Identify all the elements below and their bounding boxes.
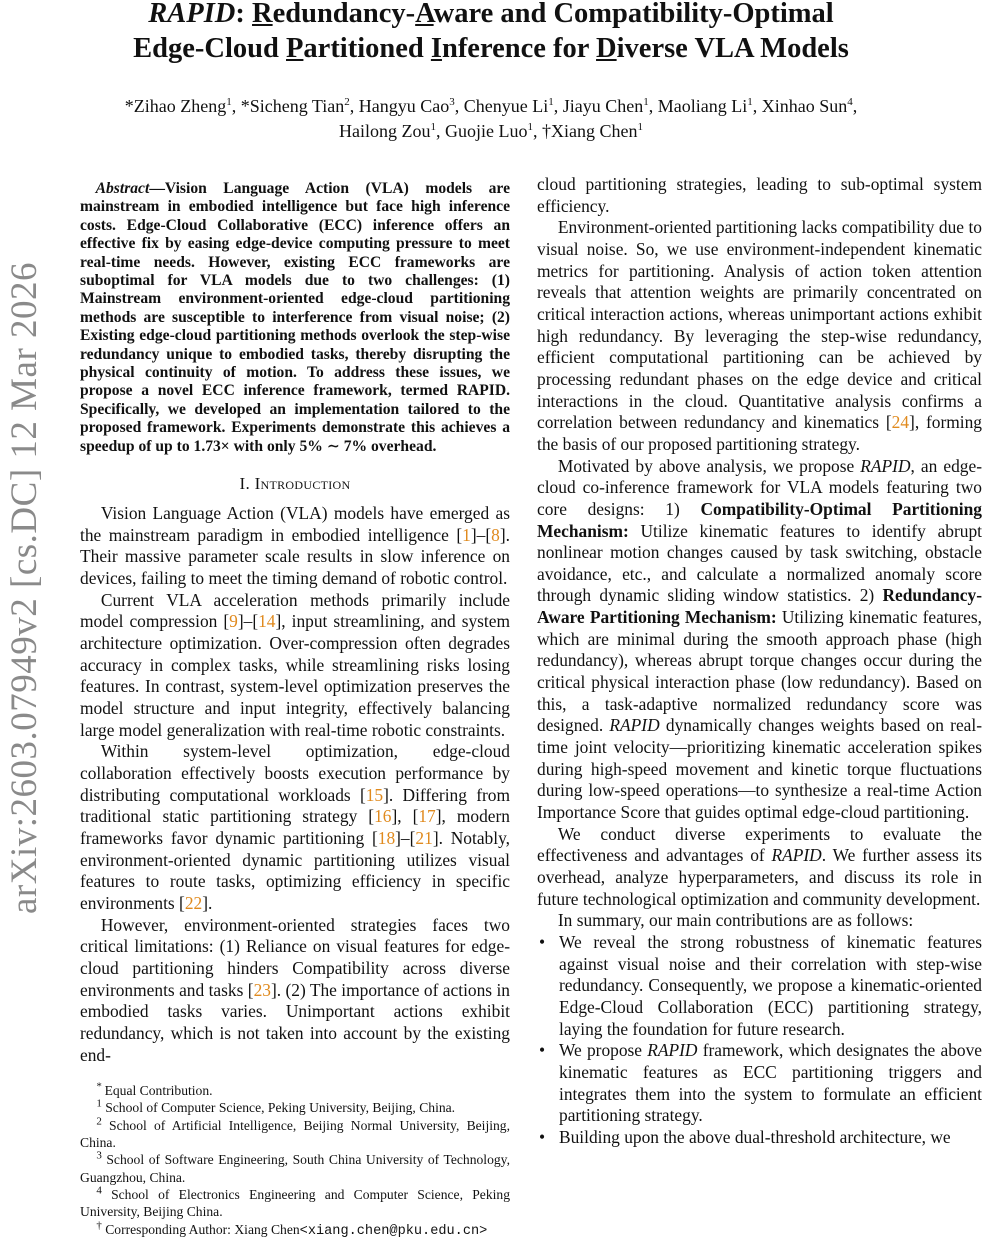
text-run: . We further assess its overhead, analyze hyperparameters, and discuss its role in future technological optimization and community development.	[537, 845, 982, 909]
text-run: , Hangyu Cao	[349, 96, 450, 116]
contribution-item	[537, 932, 982, 1040]
superscript: †	[96, 1219, 102, 1231]
bullet-icon: •	[539, 1040, 546, 1061]
text-run: , Chenyue Li	[454, 96, 549, 116]
text-run: , Guojie Luo	[436, 121, 528, 141]
text-run: , an edge-cloud co-inference framework for VLA models featuring two core designs: 1)	[537, 455, 982, 519]
superscript: 1	[527, 121, 533, 133]
text-run: ]–[	[395, 827, 416, 848]
citation-link[interactable]: 8	[491, 524, 500, 545]
arxiv-stamp: arXiv:2603.07949v2 [cs.DC] 12 Mar 2026	[4, 261, 45, 914]
text-run: Utilizing kinematic features, which are minimal during the smooth approach phase (high redundancy), whereas abrupt torque changes occur during the critical physical interaction phase (low redundancy). Based on this, a task-adaptive normalized redundancy score was designed.	[537, 607, 982, 736]
text-run: ]. Their massive parameter scale results in slow inference on devices, failing to meet the timing demand of robotic control.	[80, 524, 510, 589]
left-column	[80, 180, 510, 1240]
text-run: edundancy-	[272, 0, 416, 29]
text-run: Motivated by above analysis, we propose	[557, 455, 861, 476]
text-run: Within system-level optimization, edge-cloud collaboration effectively boosts execution performance by distributing computational workloads [	[80, 741, 510, 805]
text-run: ,	[852, 96, 858, 116]
citation-link[interactable]: 21	[415, 827, 433, 848]
text-run: We reveal the strong robustness of kinematic features against visual noise and their correlation with step-wise redundancy. Consequently, we propose a kinematic-oriented Edge-Cloud Collaboration (ECC) partitioning strategy, laying the foundation for future research.	[559, 931, 982, 1039]
text-run: , Xinhao Sun	[752, 96, 848, 116]
footnote	[80, 1221, 510, 1240]
contributions-list	[537, 932, 982, 1149]
text-run: Current VLA acceleration methods primarily include model compression [	[80, 589, 510, 632]
text-run: ], input streamlining, and system architecture optimization. Over-compression often degrades accuracy in complex tasks, while streamlining risks losing features. In contrast, system-level optimization preserves the model structure and input integrity, effectively balancing large model generalization with real-time robotic constraints.	[80, 611, 511, 740]
authors-line-2	[0, 119, 982, 144]
text-run: framework, which designates the above kinematic features as ECC partitioning triggers and integrates them into the system to formulate an efficient partitioning strategy.	[559, 1040, 982, 1126]
text-run: artitioned	[303, 33, 431, 64]
text-run: RAPID	[148, 0, 236, 29]
right-column	[537, 174, 982, 1149]
text-run: Utilize kinematic features to identify abrupt nonlinear motion changes caused by task switching, obstacle avoidance, etc., and calculate a normalized anomaly score through dynamic sliding window statistics. 2)	[537, 520, 982, 606]
text-run: School of Artificial Intelligence, Beijing Normal University, Beijing, China.	[80, 1117, 510, 1151]
section-title: Introduction	[254, 474, 351, 494]
text-run: ]–[	[237, 611, 259, 632]
citation-link[interactable]: 1	[462, 524, 471, 545]
paragraph	[537, 456, 982, 824]
superscript: 1	[643, 96, 649, 108]
text-run: ]–[	[470, 524, 492, 545]
title-line-1	[0, 0, 982, 31]
citation-link[interactable]: 14	[258, 611, 276, 632]
paragraph	[537, 824, 982, 911]
text-run: Environment-oriented partitioning lacks compatibility due to visual noise. So, we use environment-independent kinematic metrics for partitioning. Analysis of action token attention reveals that attention weights are primarily concentrated on critical interaction actions, whereas unimportant actions exhibit high redundancy. By leveraging the step-wise redundancy, efficient computational partitioning can be achieved by processing redundant phases on the edge device and critical interactions in the cloud. Quantitative analysis confirms a correlation between redundancy and kinematics [	[537, 217, 982, 433]
text-run: dynamically changes weights based on real-time joint velocity—prioritizing kinematic acceleration spikes during high-speed movement and kinetic torque fluctuations during low-speed operations—to synthesize a real-time Action Importance Score that guides optimal edge-cloud partitioning.	[537, 715, 982, 823]
text-run: We propose	[559, 1040, 648, 1061]
superscript: 1	[96, 1097, 102, 1110]
text-run: nference for	[441, 33, 597, 64]
paper-title	[0, 0, 982, 66]
text-run: RAPID	[860, 455, 911, 476]
text-run: ].	[202, 892, 213, 913]
citation-link[interactable]: 18	[377, 827, 396, 848]
paragraph	[80, 590, 510, 742]
text-run: Compatibility-Optimal Partitioning Mechanism:	[537, 498, 982, 541]
superscript: 1	[226, 96, 232, 108]
text-run: <xiang.chen@pku.edu.cn>	[299, 1223, 488, 1239]
text-run: We conduct diverse experiments to evaluate the effectiveness and advantages of	[537, 823, 982, 866]
superscript: 3	[449, 96, 455, 108]
footnote	[80, 1151, 510, 1186]
citation-link[interactable]: 15	[365, 784, 384, 805]
superscript: 1	[637, 121, 643, 133]
title-line-2	[0, 31, 982, 66]
footnote	[80, 1082, 510, 1099]
text-run: :	[235, 0, 253, 29]
text-run: cloud partitioning strategies, leading to sub-optimal system efficiency.	[537, 174, 982, 216]
citation-link[interactable]: 22	[184, 892, 203, 913]
footnote	[80, 1117, 510, 1152]
superscript: 3	[96, 1149, 102, 1162]
footnote	[80, 1099, 510, 1116]
text-run: , *Sicheng Tian	[231, 96, 345, 116]
abstract-text: —Vision Language Action (VLA) models are mainstream in embodied intelligence but face high inference costs. Edge-Cloud Collaborative (ECC) inference offers an effective fix by easing edge-device computing pressure to meet real-time needs. However, existing ECC frameworks are suboptimal for VLA models due to two challenges: (1) Mainstream environment-oriented edge-cloud partitioning methods are susceptible to interference from visual noise; (2) Existing edge-cloud partitioning methods overlook the step-wise redundancy unique to embodied tasks, thereby disrupting the physical continuity of motion. To address these issues, we propose a novel ECC inference framework, termed RAPID. Specifically, we developed an implementation tailored to the proposed framework. Experiments demonstrate this achieves a speedup of up to 1.73× with only 5% ∼ 7% overhead.	[80, 180, 510, 455]
author-list	[0, 94, 982, 144]
text-run: , †Xiang Chen	[533, 121, 638, 141]
superscript: 1	[747, 96, 753, 108]
text-run: ]. Notably, environment-oriented dynamic partitioning utilizes visual features to route tasks, optimizing efficiency in specific environments [	[80, 827, 510, 913]
introduction-body	[80, 503, 510, 1066]
paragraph	[80, 741, 510, 914]
text-run: iverse VLA Models	[616, 33, 849, 64]
contribution-item	[537, 1127, 982, 1149]
paragraph	[537, 217, 982, 455]
abstract-label: Abstract	[95, 180, 150, 197]
superscript: 2	[96, 1115, 102, 1128]
text-run: RAPID	[647, 1040, 698, 1061]
bullet-icon: •	[539, 931, 546, 952]
text-run: However, environment-oriented strategies faces two critical limitations: (1) Reliance on visual features for edge-cloud partitioning hinders Compatibility across diverse environments and tasks [	[80, 914, 510, 1000]
text-run: ware and Compatibility-Optimal	[433, 0, 834, 29]
superscript: 4	[847, 96, 853, 108]
text-run: R	[252, 0, 273, 29]
contribution-text	[559, 932, 982, 1040]
text-run: I	[430, 33, 442, 64]
text-run: P	[286, 33, 304, 64]
text-run: Vision Language Action (VLA) models have emerged as the mainstream paradigm in embodied intelligence [	[80, 503, 510, 545]
text-run: Redundancy-Aware Partitioning Mechanism:	[537, 585, 982, 628]
superscript: 2	[344, 96, 350, 108]
text-run: ]. (2) The importance of actions in embodied tasks varies. Unimportant actions exhibit redundancy, which is not taken into account by the existing end-	[80, 979, 510, 1065]
text-run: School of Software Engineering, South China University of Technology, Guangzhou, China.	[80, 1152, 510, 1185]
text-run: ]. Differing from traditional static partitioning strategy [	[80, 784, 510, 827]
right-body	[537, 174, 982, 932]
text-run: , Jiayu Chen	[553, 96, 644, 116]
text-run: D	[596, 33, 617, 64]
text-run: A	[415, 0, 434, 29]
superscript: 4	[96, 1184, 102, 1197]
contribution-item	[537, 1040, 982, 1127]
paragraph	[80, 503, 510, 590]
citation-link[interactable]: 23	[253, 979, 271, 1000]
contribution-text	[559, 1127, 982, 1149]
text-run: ], [	[391, 806, 419, 827]
footnotes	[80, 1082, 510, 1240]
authors-line-1	[0, 94, 982, 119]
abstract	[80, 180, 510, 456]
text-run: RAPID	[609, 715, 660, 736]
text-run: *Zihao Zheng	[124, 96, 227, 116]
text-run: Equal Contribution.	[104, 1083, 213, 1099]
text-run: Building upon the above dual-threshold architecture, we	[559, 1126, 951, 1147]
section-heading-introduction	[80, 474, 510, 494]
citation-link[interactable]: 17	[418, 806, 436, 827]
superscript: *	[96, 1080, 105, 1093]
footnote	[80, 1186, 510, 1221]
section-number: I.	[239, 474, 255, 494]
citation-link[interactable]: 24	[891, 412, 910, 433]
text-run: Corresponding Author: Xiang Chen	[101, 1221, 300, 1237]
text-run: School of Computer Science, Peking University, Beijing, China.	[101, 1100, 456, 1116]
contribution-text	[559, 1040, 982, 1127]
text-run: School of Electronics Engineering and Computer Science, Peking University, Beijing China.	[80, 1186, 510, 1220]
bullet-icon: •	[539, 1126, 546, 1147]
paragraph	[537, 174, 982, 217]
text-run: , Maoliang Li	[648, 96, 748, 116]
text-run: In summary, our main contributions are as follows:	[557, 910, 914, 931]
text-run: Edge-Cloud	[133, 33, 286, 64]
text-run: ], modern frameworks favor dynamic partitioning [	[80, 806, 510, 848]
paragraph	[80, 915, 510, 1067]
superscript: 1	[430, 121, 436, 133]
text-run: RAPID	[771, 845, 822, 866]
paragraph	[537, 910, 982, 932]
text-run: Hailong Zou	[339, 121, 431, 141]
citation-link[interactable]: 16	[374, 806, 392, 827]
superscript: 1	[548, 96, 554, 108]
citation-link[interactable]: 9	[229, 611, 238, 632]
text-run: ], forming the basis of our proposed partitioning strategy.	[537, 412, 982, 454]
